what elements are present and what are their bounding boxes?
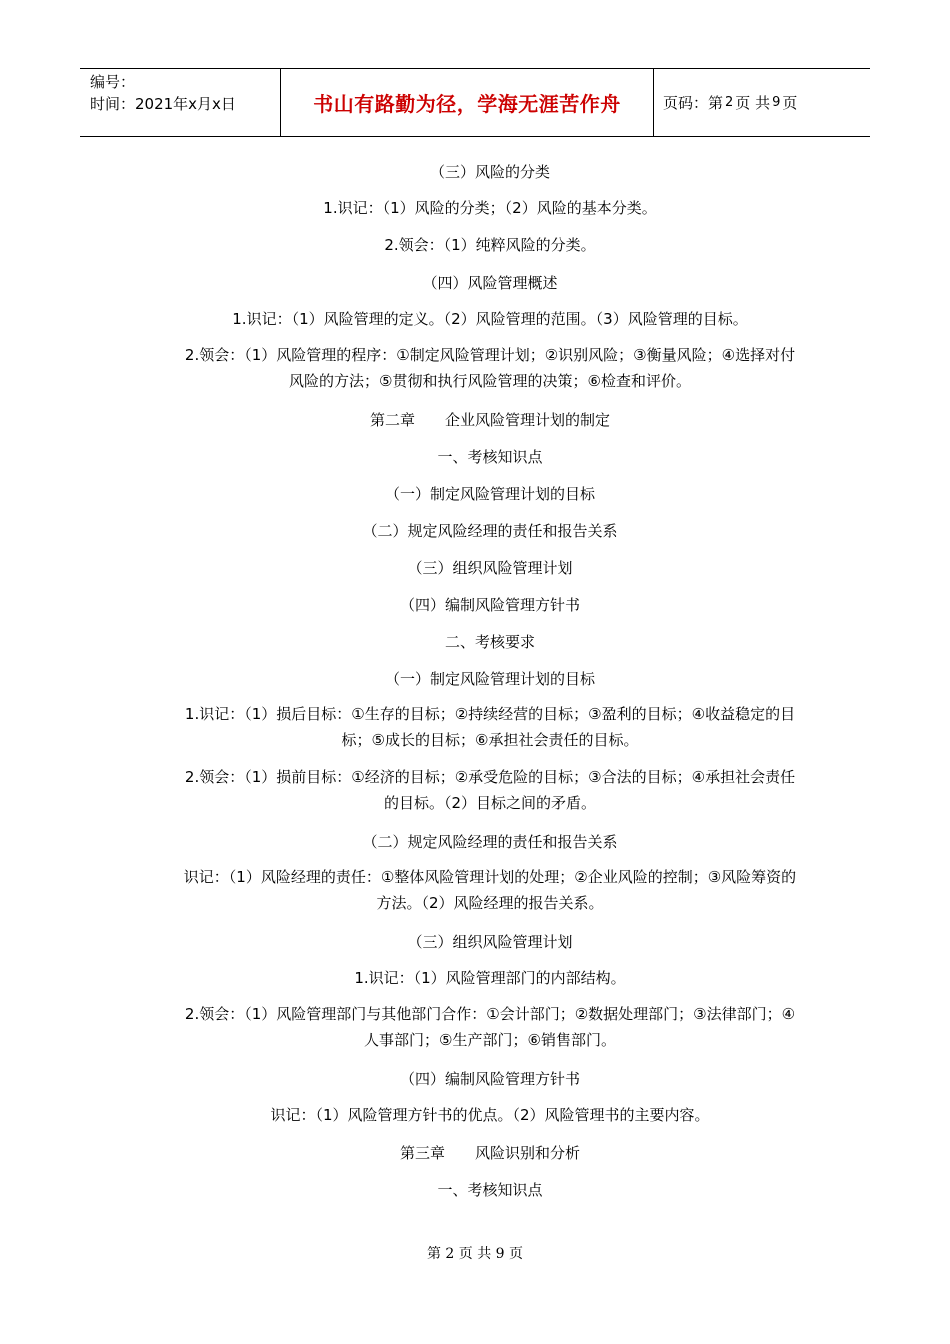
subsection-heading: （二）规定风险经理的责任和报告关系: [362, 522, 618, 540]
subsection-heading: （二）规定风险经理的责任和报告关系: [362, 833, 618, 851]
paragraph: 2.领会：（1）纯粹风险的分类。: [384, 236, 596, 254]
page-current: 2: [725, 95, 734, 110]
subsection-heading: （四）编制风险管理方针书: [399, 1070, 580, 1088]
header-motto: 书山有路勤为径，学海无涯苦作舟: [313, 92, 621, 116]
page-suffix: 页: [782, 94, 798, 112]
subsection-heading: （一）制定风险管理计划的目标: [384, 670, 595, 688]
chapter-heading: 第三章 风险识别和分析: [399, 1144, 580, 1162]
paragraph: 2.领会：（1）风险管理的程序：①制定风险管理计划；②识别风险；③衡量风险；④选择对付风险的方法；⑤贯彻和执行风险管理的决策；⑥检查和评价。: [184, 346, 796, 390]
footer-prefix: 第: [426, 1246, 441, 1262]
document-number-label: 编号：: [90, 73, 136, 91]
header-info-cell: [80, 69, 281, 136]
subsection-heading: （三）组织风险管理计划: [407, 559, 573, 577]
page-header: [80, 68, 870, 137]
section-heading: 二、考核要求: [444, 633, 535, 651]
section-heading: 一、考核知识点: [437, 1181, 543, 1199]
subsection-heading: （三）组织风险管理计划: [407, 933, 573, 951]
paragraph: 1.识记：（1）风险管理的定义。（2）风险管理的范围。（3）风险管理的目标。: [232, 310, 748, 328]
footer-current-page: 2: [445, 1246, 455, 1262]
paragraph: 1.识记：（1）损后目标：①生存的目标；②持续经营的目标；③盈利的目标；④收益稳定的目标；⑤成长的目标；⑥承担社会责任的目标。: [184, 705, 796, 749]
document-time-label: 时间：2021年x月x日: [90, 95, 236, 113]
chapter-heading: 第二章 企业风险管理计划的制定: [369, 411, 610, 429]
header-page-cell: [654, 69, 870, 136]
subsection-heading: （一）制定风险管理计划的目标: [384, 485, 595, 503]
section-heading: （四）风险管理概述: [422, 274, 558, 292]
paragraph: 1.识记：（1）风险管理部门的内部结构。: [354, 969, 626, 987]
paragraph: 识记：（1）风险经理的责任：①整体风险管理计划的处理；②企业风险的控制；③风险筹资的方法。（2）风险经理的报告关系。: [183, 868, 797, 912]
subsection-heading: （四）编制风险管理方针书: [399, 596, 580, 614]
footer-suffix: 页: [509, 1246, 524, 1262]
page-middle: 页 共: [735, 94, 771, 112]
paragraph: 2.领会：（1）损前目标：①经济的目标；②承受危险的目标；③合法的目标；④承担社会责任的目标。（2）目标之间的矛盾。: [184, 768, 796, 812]
document-body: [180, 157, 800, 1212]
page-total: 9: [772, 95, 781, 110]
page-footer: [0, 1243, 950, 1263]
section-heading: 一、考核知识点: [437, 448, 543, 466]
footer-total-pages: 9: [495, 1246, 505, 1262]
header-motto-cell: [281, 69, 654, 136]
page-prefix: 页码：第: [663, 94, 724, 112]
section-heading: （三）风险的分类: [429, 163, 550, 181]
paragraph: 识记：（1）风险管理方针书的优点。（2）风险管理书的主要内容。: [270, 1106, 710, 1124]
paragraph: 1.识记：（1）风险的分类；（2）风险的基本分类。: [323, 199, 657, 217]
paragraph: 2.领会：（1）风险管理部门与其他部门合作：①会计部门；②数据处理部门；③法律部门；④人事部门；⑤生产部门；⑥销售部门。: [184, 1005, 796, 1049]
footer-middle: 页 共: [458, 1246, 492, 1262]
